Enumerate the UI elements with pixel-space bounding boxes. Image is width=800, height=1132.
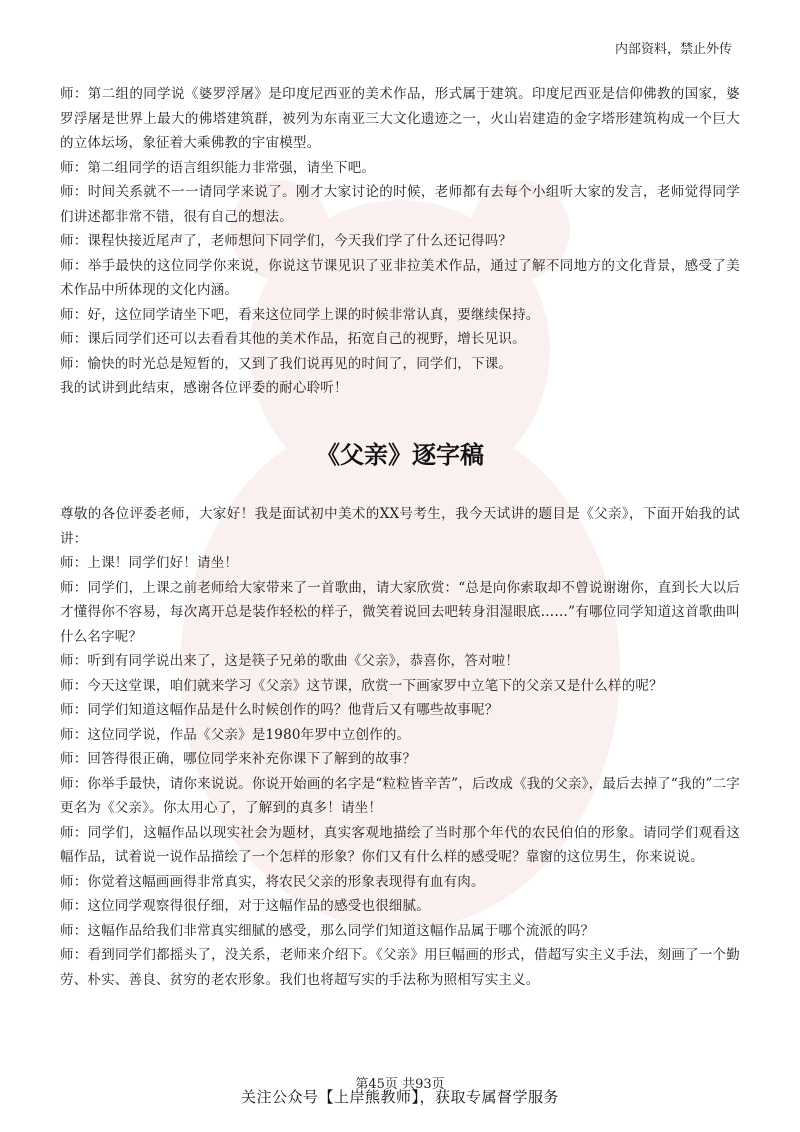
paragraph: 师：第二组的同学说《婆罗浮屠》是印度尼西亚的美术作品，形式属于建筑。印度尼西亚是信仰佛教的国家，婆罗浮屠是世界上最大的佛塔建筑群，被列为东南亚三大文化遗迹之一，火山岩建造的金字塔形建筑构成一个巨大的立体坛场，象征着大乘佛教的宇宙模型。 <box>60 86 740 151</box>
paragraph: 师：课程快接近尾声了，老师想问下同学们，今天我们学了什么还记得吗？ <box>60 233 513 249</box>
paragraph: 师：听到有同学说出来了，这是筷子兄弟的歌曲《父亲》，恭喜你，答对啦！ <box>60 653 520 669</box>
page-number: 第45页 共93页 <box>355 1077 445 1092</box>
paragraph: 师：你举手最快，请你来说说。你说开始画的名字是“粒粒皆辛苦”，后改成《我的父亲》，最后去掉了“我的”二字更名为《父亲》。你太用心了，了解到的真多！请坐！ <box>60 775 740 816</box>
paragraph: 师：回答得很正确，哪位同学来补充你课下了解到的故事？ <box>60 751 417 767</box>
previous-section-text <box>60 82 740 401</box>
paragraph: 师：举手最快的这位同学你来说，你说这节课见识了亚非拉美术作品，通过了解不同地方的文化背景，感受了美术作品中所体现的文化内涵。 <box>60 257 740 298</box>
paragraph: 师：好，这位同学请坐下吧，看来这位同学上课的时候非常认真，要继续保持。 <box>60 306 540 323</box>
paragraph: 师：同学们，上课之前老师给大家带来了一首歌曲，请大家欣赏：“总是向你索取却不曾说谢谢你，直到长大以后才懂得你不容易，每次离开总是装作轻松的样子，微笑着说回去吧转身泪湿眼底……”有哪位同学知道这首歌曲叫什么名字呢？ <box>60 579 740 645</box>
paragraph: 师：第二组同学的语言组织能力非常强，请坐下吧。 <box>60 159 376 176</box>
paragraph: 师：这位同学观察得很仔细，对于这幅作品的感受也很细腻。 <box>60 898 430 914</box>
paragraph: 师：同学们，这幅作品以现实社会为题材，真实客观地描绘了当时那个年代的农民伯伯的形象。请同学们观看这幅作品，试着说一说作品描绘了一个怎样的形象？你们又有什么样的感受呢？靠窗的这位男生，你来说说。 <box>60 824 740 865</box>
paragraph: 师：看到同学们都摇头了，没关系，老师来介绍下。《父亲》用巨幅画的形式，借超写实主义手法，刻画了一个勤劳、朴实、善良、贫穷的老农形象。我们也将超写实的手法称为照相写实主义。 <box>60 947 740 988</box>
header-confidential-note: 内部资料，禁止外传 <box>614 42 732 57</box>
section-title: 《父亲》逐字稿 <box>316 441 484 469</box>
paragraph: 尊敬的各位评委老师，大家好！我是面试初中美术的XX号考生，我今天试讲的题目是《父亲》，下面开始我的试讲： <box>60 506 740 547</box>
footer-promo: 关注公众号【上岸熊教师】，获取专属督学服务 <box>240 1088 559 1106</box>
transcript-section-text <box>60 502 740 992</box>
paragraph: 师：同学们知道这幅作品是什么时候创作的吗？他背后又有哪些故事呢？ <box>60 702 499 718</box>
paragraph: 师：你觉着这幅画画得非常真实，将农民父亲的形象表现得有血有肉。 <box>60 873 485 890</box>
paragraph: 师：课后同学们还可以去看看其他的美术作品，拓宽自己的视野，增长见识。 <box>60 331 526 347</box>
paragraph: 师：上课！同学们好！请坐！ <box>60 555 239 571</box>
paragraph: 我的试讲到此结束，感谢各位评委的耐心聆听！ <box>60 380 348 396</box>
paragraph: 师：时间关系就不一一请同学来说了。刚才大家讨论的时候，老师都有去每个小组听大家的发言，老师觉得同学们讲述都非常不错，很有自己的想法。 <box>60 184 740 225</box>
paragraph: 师：这位同学说，作品《父亲》是1980年罗中立创作的。 <box>60 726 411 743</box>
paragraph: 师：今天这堂课，咱们就来学习《父亲》这节课，欣赏一下画家罗中立笔下的父亲又是什么样的呢？ <box>60 677 663 694</box>
paragraph: 师：这幅作品给我们非常真实细腻的感受，那么同学们知道这幅作品属于哪个流派的吗？ <box>60 922 595 939</box>
paragraph: 师：愉快的时光总是短暂的，又到了我们说再见的时间了，同学们，下课。 <box>60 355 513 372</box>
